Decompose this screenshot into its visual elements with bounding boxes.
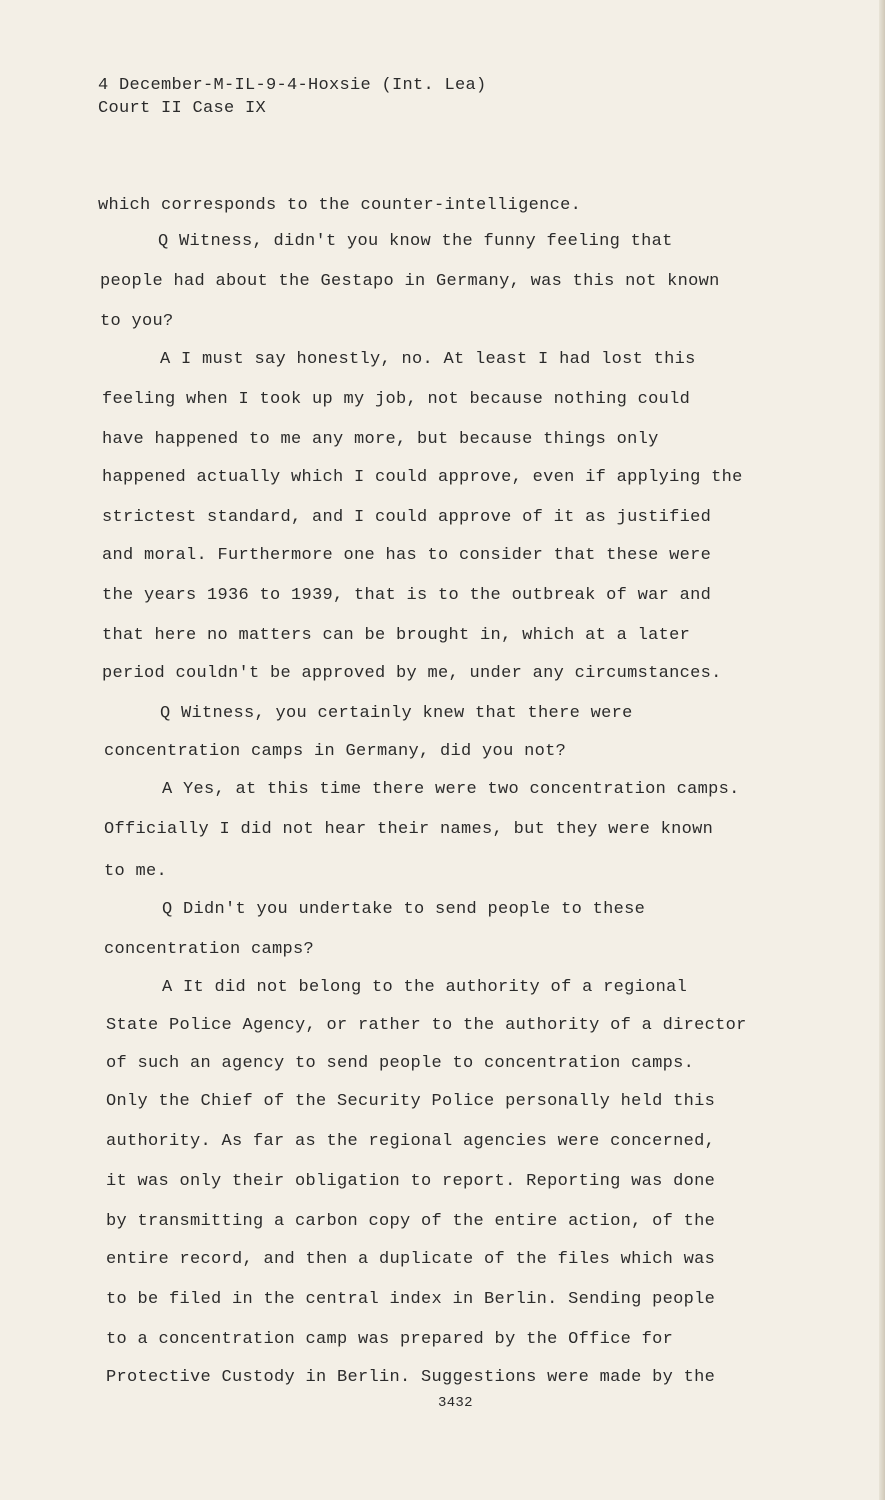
body-line: of such an agency to send people to concentration camps.	[106, 1054, 695, 1073]
body-line: it was only their obligation to report. Reporting was done	[106, 1172, 716, 1191]
body-line: feeling when I took up my job, not because nothing could	[102, 390, 691, 409]
page-number: 3432	[438, 1395, 473, 1411]
body-line: Q Witness, you certainly knew that there were	[160, 704, 633, 723]
body-line: to me.	[104, 862, 168, 881]
body-line: which corresponds to the counter-intelligence.	[98, 196, 582, 215]
body-line: Officially I did not hear their names, but they were known	[104, 820, 714, 839]
body-line: period couldn't be approved by me, under any circumstances.	[102, 664, 722, 683]
body-line: concentration camps in Germany, did you not?	[104, 742, 567, 761]
body-line: authority. As far as the regional agencies were concerned,	[106, 1132, 716, 1151]
body-line: have happened to me any more, but because things only	[102, 430, 659, 449]
body-line: Q Didn't you undertake to send people to these	[162, 900, 646, 919]
body-line: to a concentration camp was prepared by the Office for	[106, 1330, 674, 1349]
body-line: people had about the Gestapo in Germany, was this not known	[100, 272, 720, 291]
body-line: the years 1936 to 1939, that is to the outbreak of war and	[102, 586, 712, 605]
body-line: and moral. Furthermore one has to consider that these were	[102, 546, 712, 565]
page-edge	[879, 0, 885, 1500]
body-line: entire record, and then a duplicate of the files which was	[106, 1250, 716, 1269]
body-line: Only the Chief of the Security Police personally held this	[106, 1092, 716, 1111]
body-line: that here no matters can be brought in, which at a later	[102, 626, 691, 645]
body-line: to be filed in the central index in Berlin. Sending people	[106, 1290, 716, 1309]
body-line: Protective Custody in Berlin. Suggestions were made by the	[106, 1368, 716, 1387]
body-line: happened actually which I could approve, even if applying the	[102, 468, 743, 487]
body-line: by transmitting a carbon copy of the entire action, of the	[106, 1212, 716, 1231]
body-line: A I must say honestly, no. At least I had lost this	[160, 350, 696, 369]
body-line: State Police Agency, or rather to the authority of a director	[106, 1016, 747, 1035]
body-line: A Yes, at this time there were two concentration camps.	[162, 780, 740, 799]
body-line: Q Witness, didn't you know the funny feeling that	[158, 232, 673, 251]
body-line: concentration camps?	[104, 940, 315, 959]
header-date-line: 4 December-M-IL-9-4-Hoxsie (Int. Lea)	[98, 76, 487, 95]
document-header	[98, 74, 487, 120]
body-line: A It did not belong to the authority of a regional	[162, 978, 688, 997]
header-court-line: Court II Case IX	[98, 99, 267, 118]
body-line: to you?	[100, 312, 174, 331]
body-line: strictest standard, and I could approve of it as justified	[102, 508, 712, 527]
